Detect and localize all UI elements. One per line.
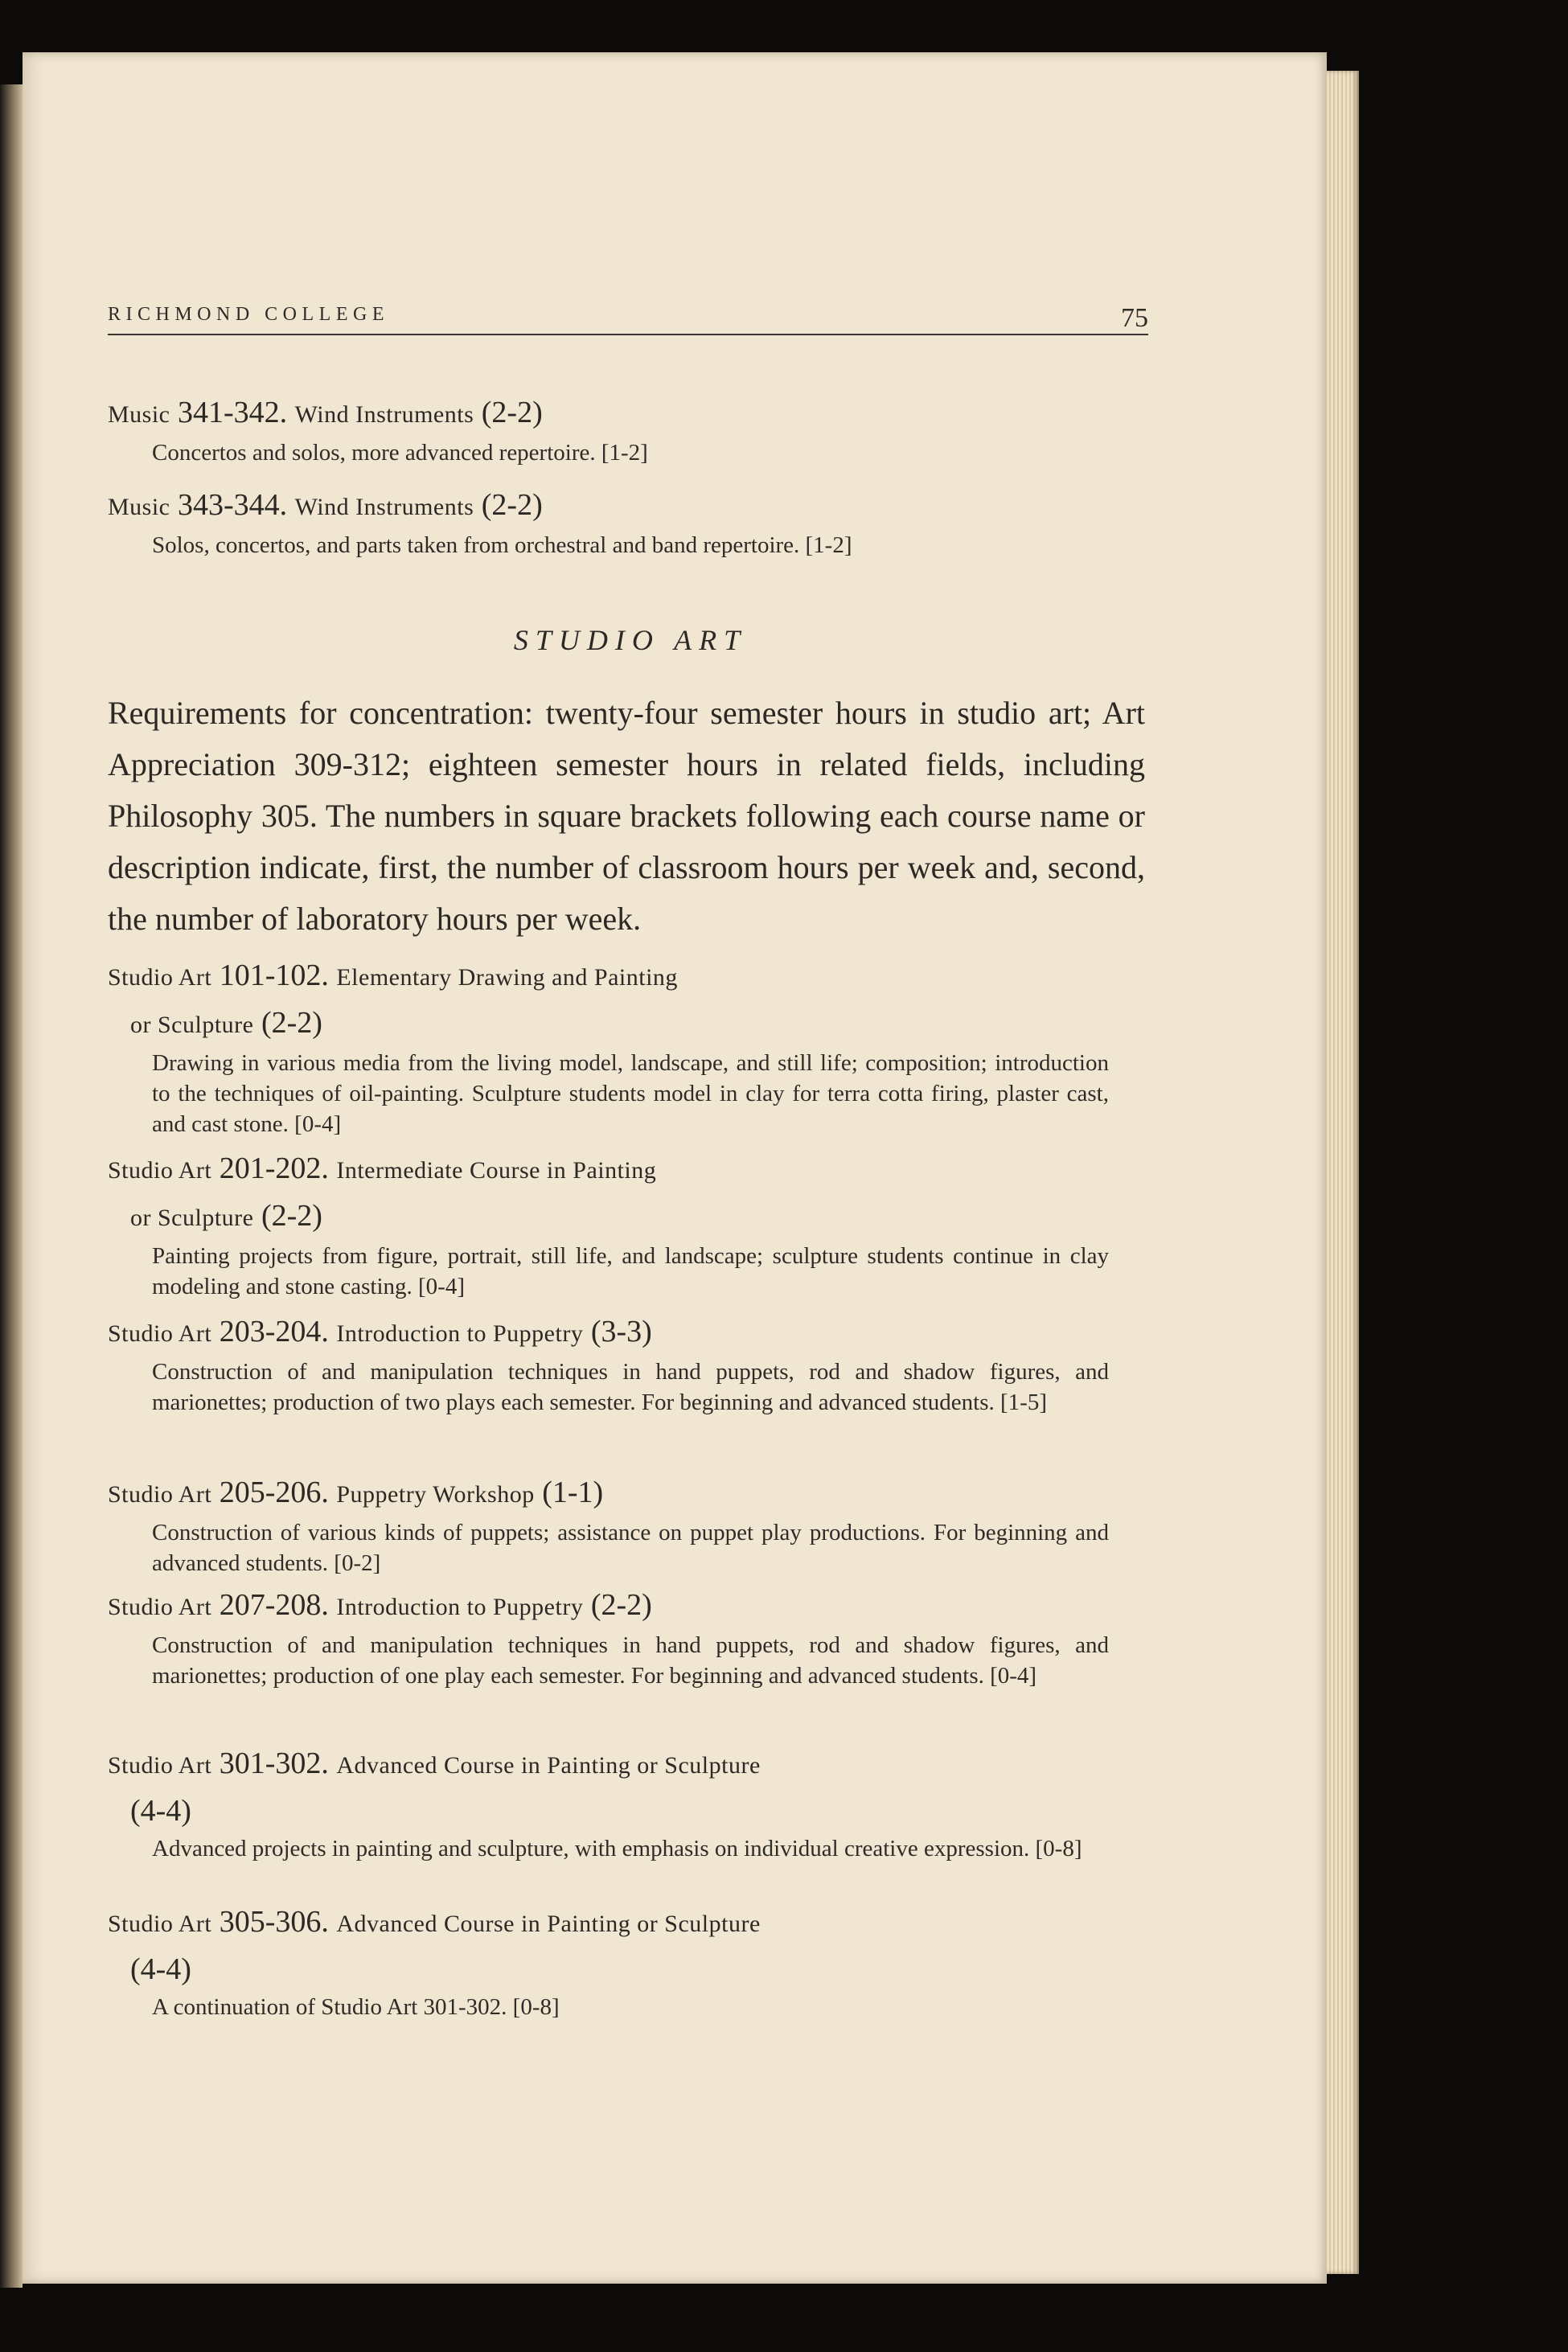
book-page <box>23 52 1327 2284</box>
section-intro: Requirements for concentration: twenty-four semester hours in studio art; Art Appreciation 309-312; eighteen semester hours in related fields, including Philosophy 305. The numbers in square brackets following each course name or description indicate, first, the number of classroom hours per week and, second, the number of laboratory hours per week. <box>108 695 1145 937</box>
course-credits: (2-2) <box>481 488 543 522</box>
course-subject: Music <box>108 494 170 520</box>
course-title-continued <box>108 1000 1153 1048</box>
course-title <box>108 390 1153 437</box>
course-description: Concertos and solos, more advanced repertoire. [1-2] <box>152 440 648 466</box>
course-name: Wind Instruments <box>294 494 474 520</box>
running-head-title: RICHMOND COLLEGE <box>108 304 389 325</box>
facing-page-edge <box>0 84 23 2288</box>
course-name: Introduction to Puppetry <box>336 1320 584 1347</box>
course-credits: (2-2) <box>261 1006 322 1040</box>
course-description: Advanced projects in painting and sculpture, with emphasis on individual creative expression. [0-8] <box>152 1836 1082 1861</box>
course-description: Solos, concertos, and parts taken from orchestral and band repertoire. [1-2] <box>152 532 852 558</box>
course-title-continued <box>108 1947 1153 1992</box>
course-credits: (3-3) <box>590 1315 652 1348</box>
course-number: 341-342. <box>178 396 288 429</box>
course-number: 343-344. <box>178 488 288 522</box>
course-number: 201-202. <box>219 1151 329 1185</box>
course-subject: Studio Art <box>108 1320 212 1347</box>
page-stack-edge <box>1327 71 1359 2274</box>
course-name: Advanced Course in Painting or Sculpture <box>336 1911 761 1937</box>
course-credits: (2-2) <box>590 1588 652 1622</box>
course-description: Drawing in various media from the living model, landscape, and still life; composition; introduction to the techniques of oil-painting. Sculpture students model in clay for terra cotta firing, plaster cast, and cast stone. [0-4] <box>152 1050 1109 1137</box>
course-credits: (4-4) <box>130 1794 191 1828</box>
course-description: Construction of and manipulation techniques in hand puppets, rod and shadow figures, and marionettes; production of one play each semester. For beginning and advanced students. [0-4] <box>152 1632 1109 1689</box>
course-subject: Studio Art <box>108 1594 212 1620</box>
course-title <box>108 1582 1153 1630</box>
course-subject: Studio Art <box>108 1911 212 1937</box>
course-subject: Studio Art <box>108 1481 212 1508</box>
course-name-continued: or Sculpture <box>130 1012 254 1038</box>
course-name: Advanced Course in Painting or Sculpture <box>336 1752 761 1779</box>
course-entry <box>108 390 1153 468</box>
running-head <box>108 253 1148 335</box>
course-number: 207-208. <box>219 1588 329 1622</box>
section-heading: STUDIO ART <box>513 624 748 656</box>
course-name: Puppetry Workshop <box>336 1481 535 1508</box>
course-name: Introduction to Puppetry <box>336 1594 584 1620</box>
course-name-continued: or Sculpture <box>130 1205 254 1231</box>
course-title <box>108 1470 1153 1517</box>
course-credits: (2-2) <box>481 396 543 429</box>
course-subject: Music <box>108 401 170 428</box>
course-description: Painting projects from figure, portrait, still life, and landscape; sculpture students continue in clay modeling and stone casting. [0-4] <box>152 1243 1109 1299</box>
course-number: 101-102. <box>219 958 329 992</box>
course-entry <box>108 1582 1153 1691</box>
course-name: Intermediate Course in Painting <box>336 1157 657 1184</box>
course-entry <box>108 1899 1153 2022</box>
course-subject: Studio Art <box>108 964 212 991</box>
page-number: 75 <box>1121 303 1148 333</box>
course-number: 305-306. <box>219 1905 329 1939</box>
course-entry <box>108 1741 1153 1864</box>
course-entry <box>108 953 1153 1139</box>
course-title <box>108 953 1153 1000</box>
course-title <box>108 1146 1153 1193</box>
course-credits: (1-1) <box>542 1476 604 1509</box>
course-credits: (4-4) <box>130 1952 191 1986</box>
course-subject: Studio Art <box>108 1752 212 1779</box>
course-description: Construction of and manipulation techniques in hand puppets, rod and shadow figures, and marionettes; production of two plays each semester. For beginning and advanced students. [1-5] <box>152 1359 1109 1415</box>
course-title <box>108 482 1153 530</box>
course-credits: (2-2) <box>261 1199 322 1233</box>
course-entry <box>108 1146 1153 1302</box>
course-title <box>108 1899 1153 1947</box>
course-entry <box>108 1309 1153 1418</box>
course-name: Wind Instruments <box>294 401 474 428</box>
course-subject: Studio Art <box>108 1157 212 1184</box>
course-description: A continuation of Studio Art 301-302. [0-8] <box>152 1994 560 2020</box>
course-description: Construction of various kinds of puppets; assistance on puppet play productions. For beginning and advanced students. [0-2] <box>152 1520 1109 1576</box>
course-title <box>108 1741 1153 1788</box>
course-title-continued <box>108 1193 1153 1241</box>
course-number: 205-206. <box>219 1476 329 1509</box>
course-entry <box>108 1470 1153 1578</box>
course-number: 301-302. <box>219 1747 329 1780</box>
course-entry <box>108 482 1153 560</box>
course-name: Elementary Drawing and Painting <box>336 964 678 991</box>
course-title <box>108 1309 1153 1357</box>
course-number: 203-204. <box>219 1315 329 1348</box>
course-title-continued <box>108 1788 1153 1833</box>
